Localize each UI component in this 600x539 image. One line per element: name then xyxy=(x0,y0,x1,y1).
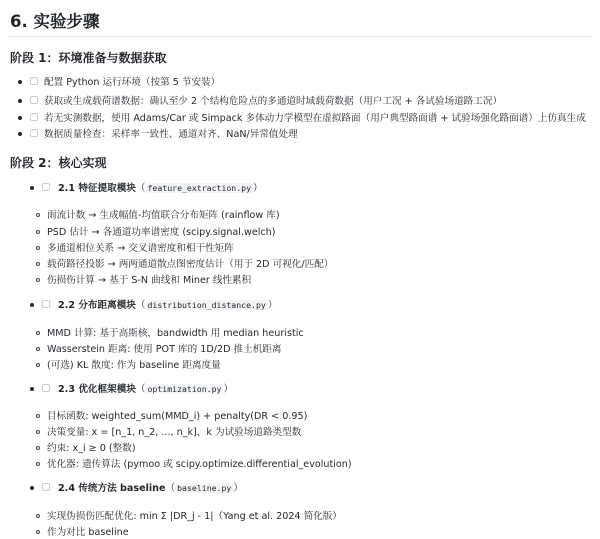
bullet-circle xyxy=(36,262,40,266)
subitem-text: Wasserstein 距离: 使用 POT 库的 1D/2D 推土机距离 xyxy=(47,344,282,355)
subitem-text: MMD 计算: 基于高斯核，bandwidth 用 median heuristic xyxy=(47,328,304,339)
subitem-text: 实现伪损伤匹配优化: min Σ |DR_j - 1|（Yang et al. 2024 简化版） xyxy=(47,511,342,522)
bullet-circle xyxy=(36,514,40,518)
subitem-text: 约束: x_i ≥ 0 (整数) xyxy=(47,443,136,454)
task-checkbox[interactable] xyxy=(30,129,38,137)
subitem-text: 雨流计数 → 生成幅值-均值联合分布矩阵 (rainflow 库) xyxy=(47,210,280,221)
bullet-circle xyxy=(36,278,40,282)
bullet-circle xyxy=(36,213,40,217)
bullet-circle xyxy=(36,462,40,466)
subitem-text: (可选) KL 散度: 作为 baseline 距离度量 xyxy=(47,360,221,371)
bullet-dot xyxy=(18,132,22,136)
subitem-text: 多通道相位关系 → 交叉谱密度和相干性矩阵 xyxy=(47,243,234,254)
task-checkbox[interactable] xyxy=(30,96,38,104)
subitem-text: 优化器: 遗传算法 (pymoo 或 scipy.optimize.differential_evolution) xyxy=(47,459,352,470)
subitem-text: 载荷路径投影 → 两两通道散点图密度估计（用于 2D 可视化/匹配） xyxy=(47,259,334,270)
module-filename: optimization.py xyxy=(147,384,222,394)
module-title: 2.1 特征提取模块 xyxy=(58,183,136,194)
task-checkbox[interactable] xyxy=(42,483,50,491)
bullet-circle xyxy=(36,363,40,367)
stage1-item-text: 配置 Python 运行环境（按第 5 节安装） xyxy=(44,77,221,88)
stage1-item-text: 获取或生成载荷谱数据：确认至少 2 个结构危险点的多通道时域载荷数据（用户工况 + 各试验场道路工况） xyxy=(44,96,503,107)
bullet-dot xyxy=(30,387,34,391)
task-checkbox[interactable] xyxy=(42,183,50,191)
section-title: 6. 实验步骤 xyxy=(10,12,100,31)
subitem-text: PSD 估计 → 各通道功率谱密度 (scipy.signal.welch) xyxy=(47,227,276,238)
subitem-text: 作为对比 baseline xyxy=(47,527,129,538)
title-divider xyxy=(8,36,592,37)
module-title: 2.4 传统方法 baseline xyxy=(58,483,166,494)
stage2-heading: 阶段 2：核心实现 xyxy=(10,156,107,170)
module-heading: 2.4 传统方法 baseline（ baseline.py ） xyxy=(58,483,243,494)
subitem-text: 伤损伤计算 → 基于 S-N 曲线和 Miner 线性累积 xyxy=(47,275,252,286)
module-title: 2.2 分布距离模块 xyxy=(58,300,136,311)
bullet-circle xyxy=(36,331,40,335)
subitem-text: 目标函数: weighted_sum(MMD_i) + penalty(DR < 0.95) xyxy=(47,411,308,422)
bullet-dot xyxy=(18,80,22,84)
module-heading: 2.1 特征提取模块（ feature_extraction.py ） xyxy=(58,183,263,194)
bullet-dot xyxy=(18,99,22,103)
bullet-circle xyxy=(36,246,40,250)
module-filename: baseline.py xyxy=(177,483,232,493)
module-filename: distribution_distance.py xyxy=(147,300,266,310)
subitem-text: 决策变量: x = [n_1, n_2, ..., n_k]，k 为试验场道路类型数 xyxy=(47,427,302,438)
bullet-dot xyxy=(30,186,34,190)
bullet-circle xyxy=(36,430,40,434)
task-checkbox[interactable] xyxy=(42,300,50,308)
module-heading: 2.3 优化框架模块（ optimization.py ） xyxy=(58,384,234,395)
task-checkbox[interactable] xyxy=(30,77,38,85)
module-filename: feature_extraction.py xyxy=(147,183,252,193)
bullet-circle xyxy=(36,446,40,450)
bullet-dot xyxy=(30,486,34,490)
stage1-heading: 阶段 1：环境准备与数据获取 xyxy=(10,51,167,65)
stage1-item-text: 若无实测数据，使用 Adams/Car 或 Simpack 多体动力学模型在虚拟路面（用户典型路面谱 + 试验场强化路面谱）上仿真生成 xyxy=(44,113,586,124)
bullet-dot xyxy=(30,303,34,307)
module-heading: 2.2 分布距离模块（ distribution_distance.py ） xyxy=(58,300,278,311)
task-checkbox[interactable] xyxy=(30,113,38,121)
task-checkbox[interactable] xyxy=(42,384,50,392)
bullet-circle xyxy=(36,347,40,351)
bullet-circle xyxy=(36,530,40,534)
bullet-circle xyxy=(36,414,40,418)
bullet-circle xyxy=(36,230,40,234)
module-title: 2.3 优化框架模块 xyxy=(58,384,136,395)
stage1-item-text: 数据质量检查：采样率一致性、通道对齐、NaN/异常值处理 xyxy=(44,129,298,140)
bullet-dot xyxy=(18,116,22,120)
